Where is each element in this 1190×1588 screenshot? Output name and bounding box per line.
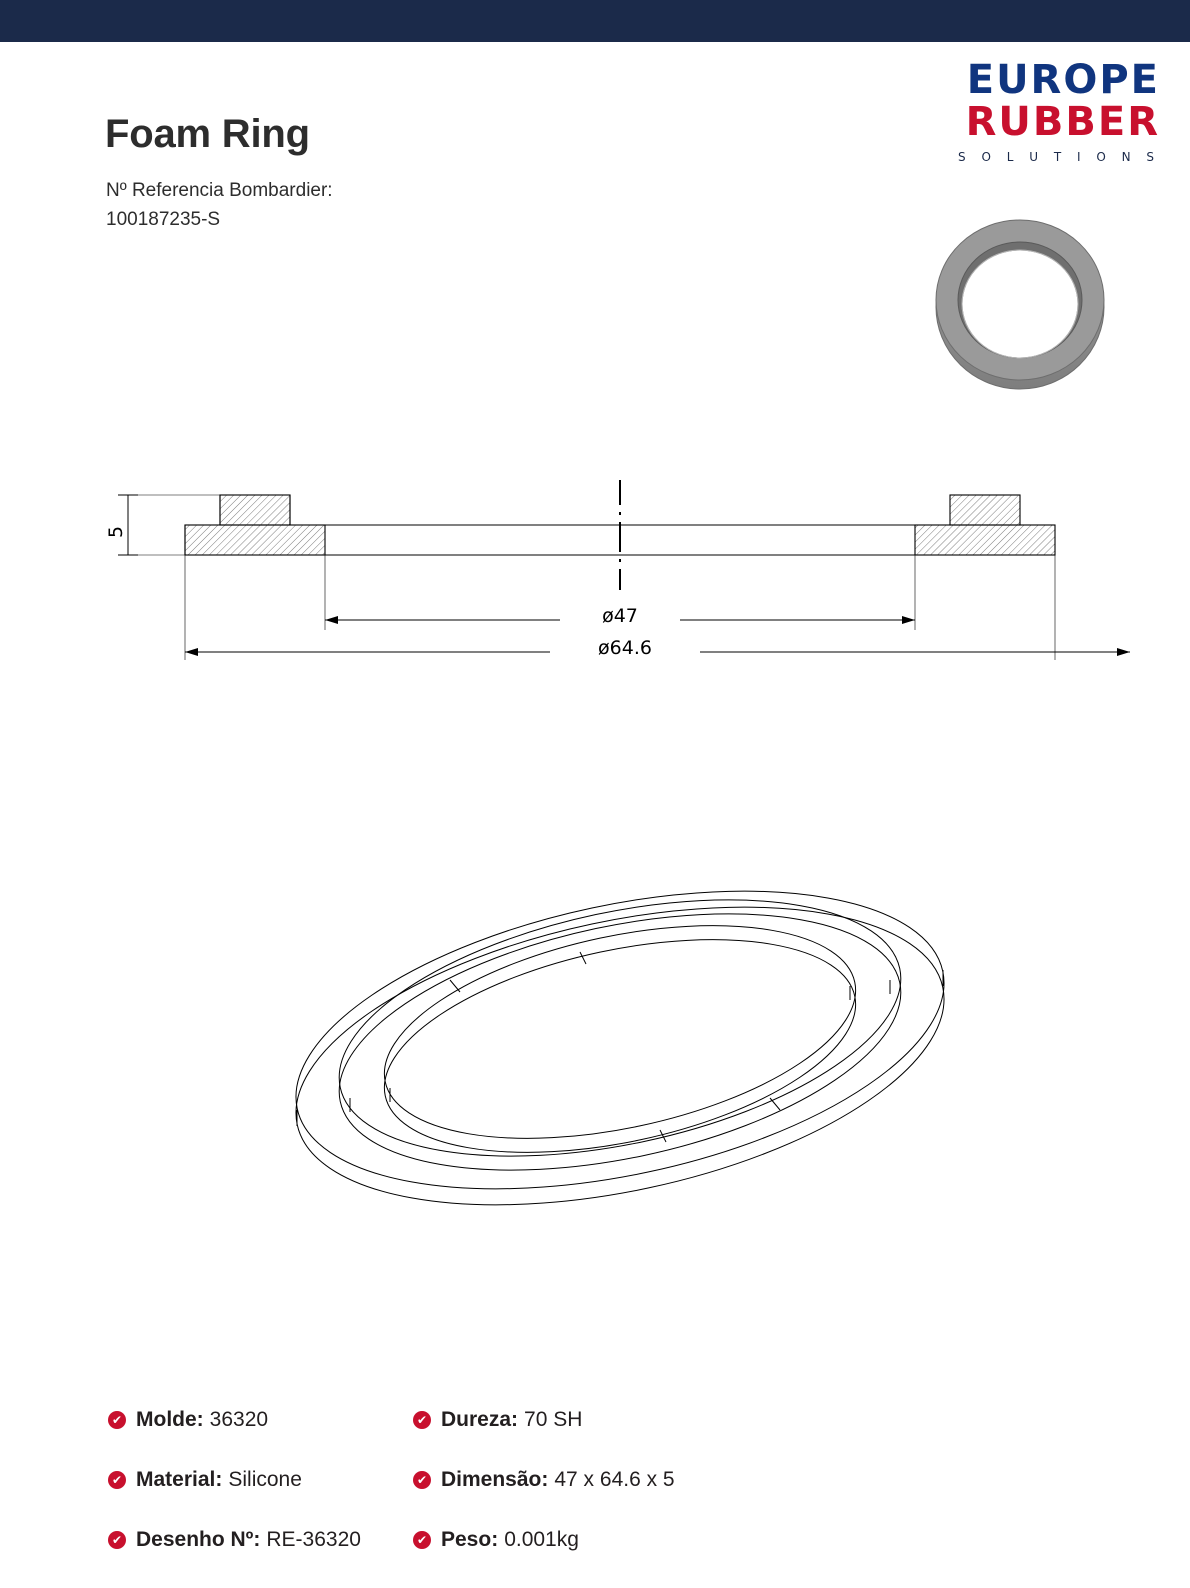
spec-value: 0.001kg [504,1528,579,1551]
check-icon: ✔ [413,1471,431,1489]
spec-value: RE-36320 [266,1528,361,1551]
spec-value: Silicone [228,1468,302,1491]
outer-diameter-label: ø64.6 [598,637,652,659]
spec-value: 47 x 64.6 x 5 [554,1468,675,1491]
check-icon: ✔ [108,1411,126,1429]
product-photo-ring [930,212,1110,392]
top-bar [0,0,1190,42]
height-dimension-label: 5 [105,525,127,539]
page-title: Foam Ring [105,112,310,156]
check-icon: ✔ [413,1411,431,1429]
spec-material [108,1468,413,1492]
spec-dimensao [413,1468,813,1492]
logo-line-solutions: S O L U T I O N S [958,150,1160,164]
check-icon: ✔ [108,1531,126,1549]
spec-dureza [413,1408,813,1432]
reference-value: 100187235-S [106,209,221,231]
spec-label: Peso: [441,1528,499,1551]
spec-peso [413,1528,813,1552]
spec-row [108,1528,1008,1552]
section-drawing [100,480,1140,710]
inner-diameter-label: ø47 [602,605,638,627]
check-icon: ✔ [413,1531,431,1549]
spec-label: Dureza: [441,1408,519,1431]
reference-block [106,176,333,235]
spec-molde [108,1408,413,1432]
specifications [108,1408,1008,1588]
reference-label: Nº Referencia Bombardier: [106,180,333,201]
logo-line-rubber: RUBBER [965,99,1160,145]
logo-line-europe: EUROPE [966,57,1160,103]
spec-label: Material: [136,1468,223,1491]
check-icon: ✔ [108,1471,126,1489]
spec-value: 36320 [209,1408,269,1431]
isometric-drawing [250,860,990,1240]
spec-label: Dimensão: [441,1468,549,1491]
spec-desenho [108,1528,413,1552]
spec-label: Molde: [136,1408,204,1431]
spec-label: Desenho Nº: [136,1528,261,1551]
spec-row [108,1468,1008,1492]
spec-row [108,1408,1008,1432]
company-logo [890,57,1160,164]
spec-value: 70 SH [524,1408,583,1431]
